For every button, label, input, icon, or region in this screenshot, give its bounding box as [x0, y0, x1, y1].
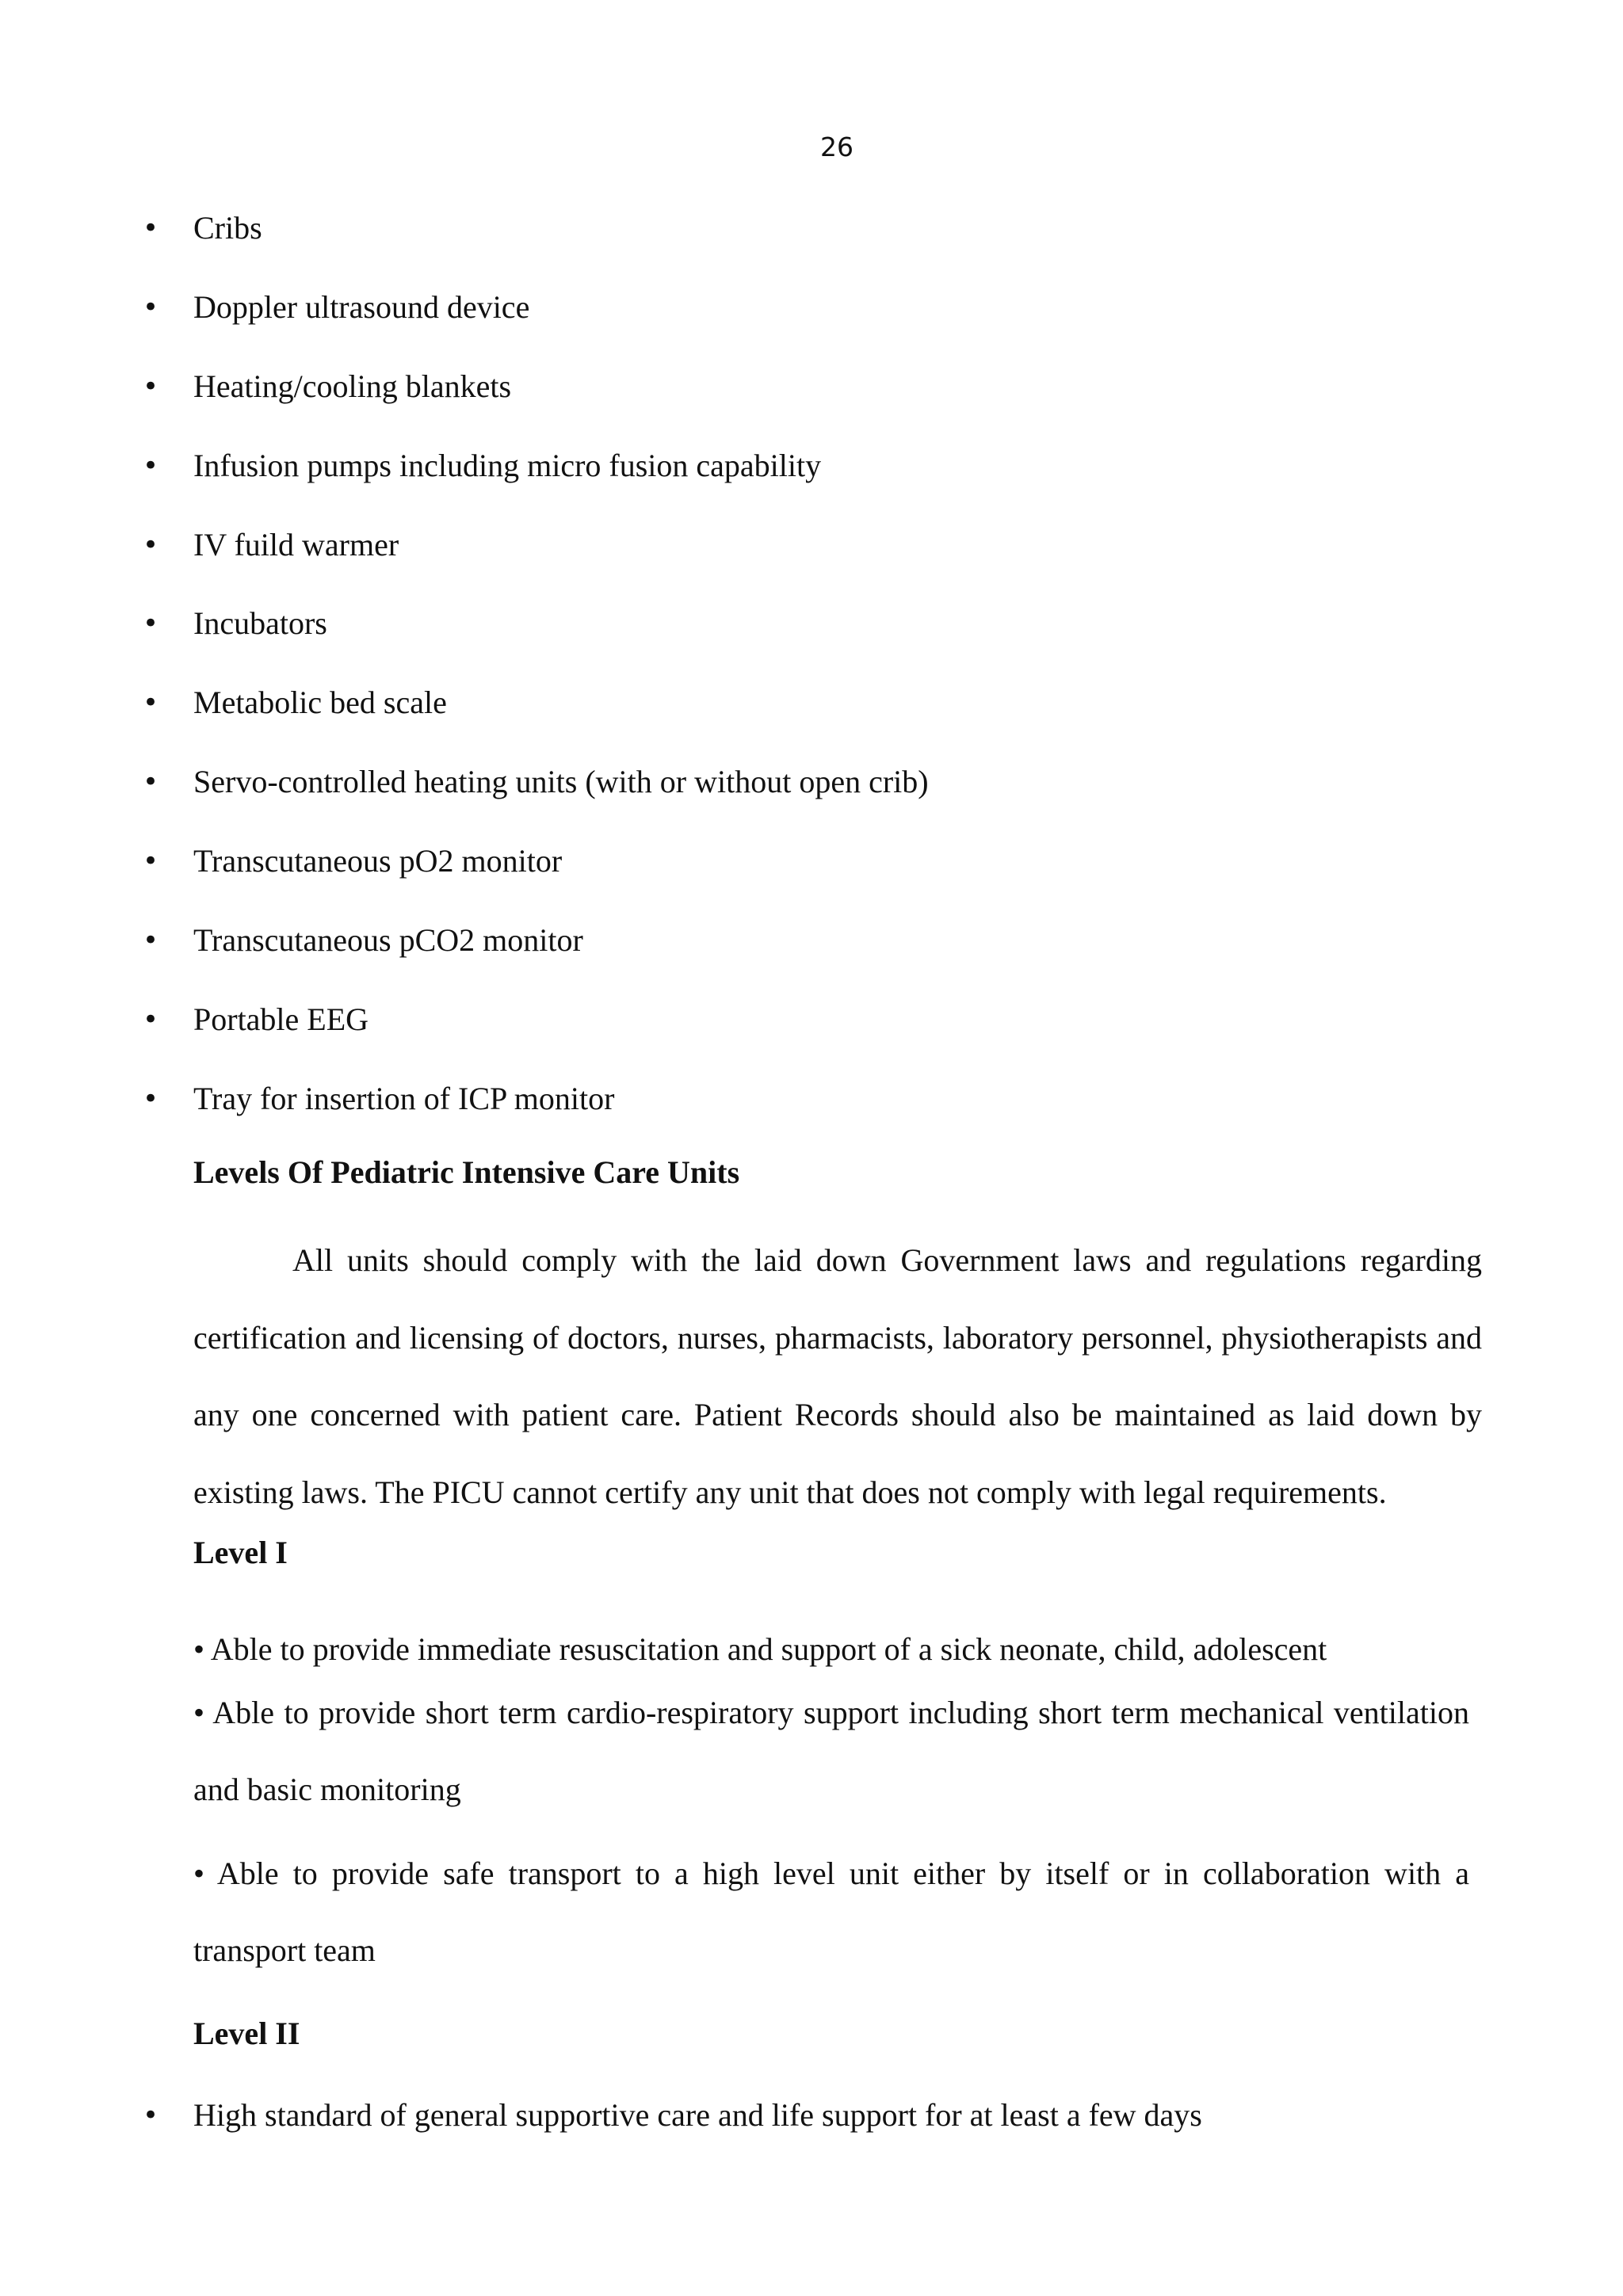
equipment-list — [0, 204, 1623, 1154]
list-item-text: Cribs — [193, 210, 262, 246]
bullet-icon: • — [143, 1003, 159, 1035]
list-item-text: Transcutaneous pCO2 monitor — [193, 922, 583, 959]
levels-intro-paragraph: All units should comply with the laid down Government laws and regulations regarding certification and licensing of doctors, nurses, pharmacists, laboratory personnel, physiotherapists and any one concerned with patient care. Patient Records should also be maintained as laid down by existing laws. The PICU cannot certify any unit that does not comply with legal requirements. — [193, 1242, 1482, 1510]
bullet-icon: • — [143, 212, 159, 244]
bullet-icon: • — [143, 766, 159, 799]
list-item — [0, 996, 1623, 1075]
bullet-icon: • — [143, 1082, 159, 1115]
list-item-text: Transcutaneous pO2 monitor — [193, 843, 563, 879]
section-heading-levels: Levels Of Pediatric Intensive Care Units — [193, 1154, 740, 1190]
list-item — [0, 679, 1623, 758]
list-item — [0, 837, 1623, 917]
list-item-text: Metabolic bed scale — [193, 685, 447, 721]
list-item — [0, 758, 1623, 837]
list-item-text: High standard of general supportive care and life support for at least a few days — [193, 2097, 1202, 2133]
list-item-text: Heating/cooling blankets — [193, 368, 512, 404]
bullet-icon: • — [143, 449, 159, 482]
list-item-text: Doppler ultrasound device — [193, 288, 530, 325]
list-item — [0, 521, 1623, 601]
bullet-icon: • — [143, 2100, 159, 2131]
list-item — [0, 1075, 1623, 1154]
bullet-icon: • — [143, 687, 159, 719]
list-item-text: Servo-controlled heating units (with or without open crib) — [193, 764, 929, 800]
bullet-icon: • — [143, 608, 159, 640]
list-item — [0, 2092, 1623, 2139]
level-1-point: • Able to provide immediate resuscitation and support of a sick neonate, child, adolescent — [193, 1631, 1327, 1667]
list-item-text: Tray for insertion of ICP monitor — [193, 1080, 615, 1116]
list-item — [0, 442, 1623, 521]
bullet-icon: • — [143, 370, 159, 402]
list-item — [0, 284, 1623, 363]
list-item — [0, 204, 1623, 284]
list-item-text: Portable EEG — [193, 1001, 369, 1037]
bullet-icon: • — [143, 925, 159, 957]
list-item — [0, 917, 1623, 996]
level-2-heading: Level II — [193, 2016, 300, 2051]
bullet-icon: • — [143, 845, 159, 878]
list-item — [0, 363, 1623, 442]
page-number: 26 — [820, 132, 854, 162]
bullet-icon: • — [143, 291, 159, 323]
list-item — [0, 600, 1623, 679]
level-1-heading: Level I — [193, 1535, 288, 1570]
list-item-text: Incubators — [193, 605, 327, 642]
list-item-text: Infusion pumps including micro fusion capability — [193, 447, 822, 483]
list-item-text: IV fuild warmer — [193, 526, 399, 563]
level-1-point: • Able to provide safe transport to a high level unit either by itself or in collaboration with a transport team — [193, 1855, 1469, 1968]
level-1-point: • Able to provide short term cardio-respiratory support including short term mechanical ventilation and basic monitoring — [193, 1695, 1469, 1807]
bullet-icon: • — [143, 528, 159, 561]
